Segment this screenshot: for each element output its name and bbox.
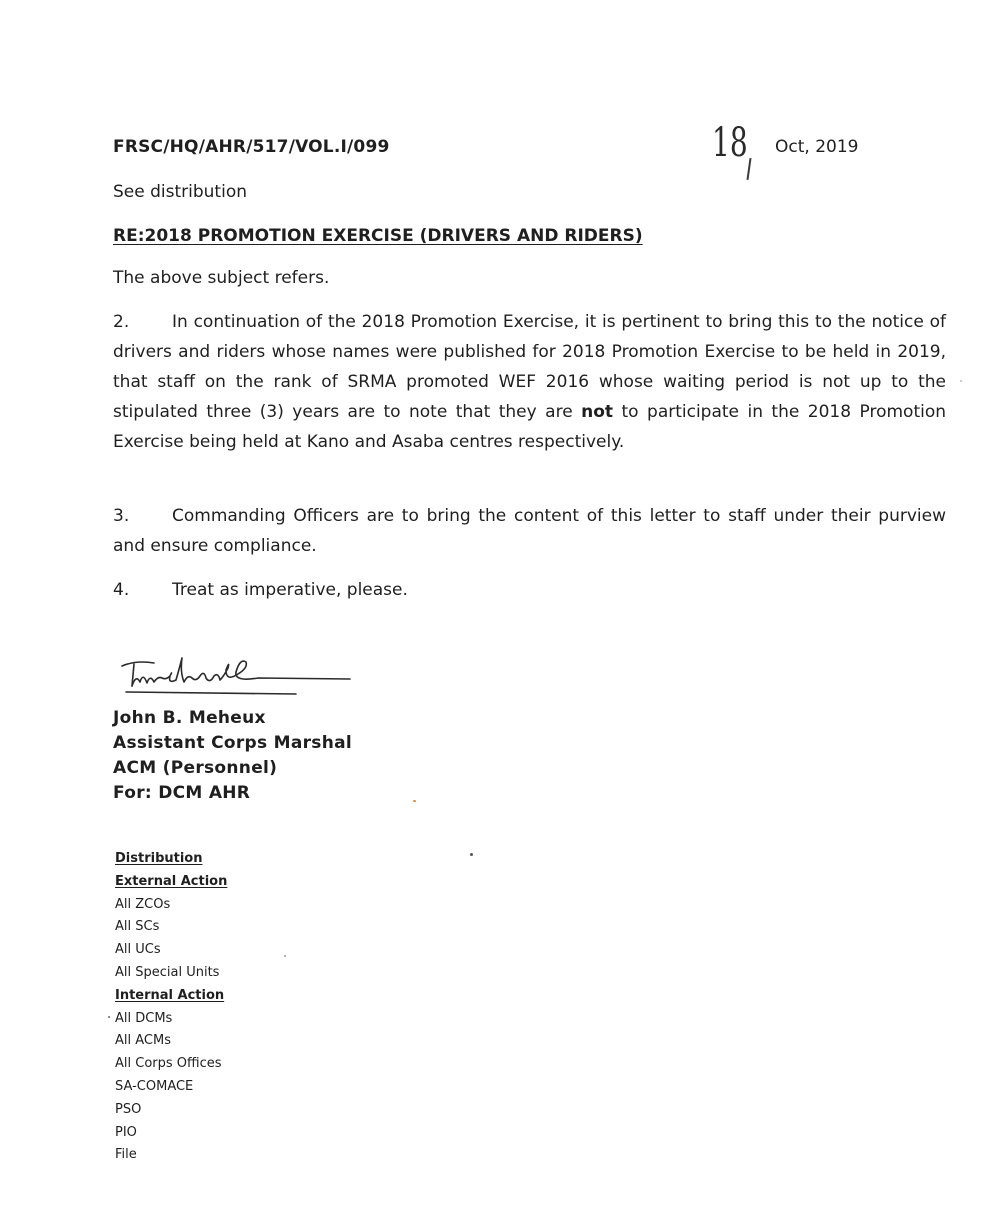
paragraph-text-end: to participate in the 2018 Promotion Exercise being held at Kano and Asaba centres respectively. xyxy=(113,402,947,452)
intro-paragraph: The above subject refers. xyxy=(113,268,330,288)
scan-speck xyxy=(284,955,286,957)
distribution-item: All DCMs xyxy=(115,1010,173,1026)
subject-line: RE:2018 PROMOTION EXERCISE (DRIVERS AND RIDERS) xyxy=(113,226,643,246)
scan-speck xyxy=(960,380,962,382)
distribution-item: All Special Units xyxy=(115,964,220,980)
signatory-name: John B. Meheux xyxy=(113,708,266,728)
distribution-item: SA-COMACE xyxy=(115,1078,194,1094)
distribution-item: PSO xyxy=(115,1101,142,1117)
handwritten-signature xyxy=(118,646,358,704)
scan-speck xyxy=(470,853,473,856)
paragraph-number: 4. xyxy=(113,580,130,600)
external-action-heading: External Action xyxy=(115,873,228,889)
distribution-item: All Corps Offices xyxy=(115,1056,222,1072)
scan-speck xyxy=(108,1016,110,1018)
paragraph-text: Commanding Officers are to bring the content of this letter to staff under their purview and ensure compliance. xyxy=(113,506,946,556)
reference-number: FRSC/HQ/AHR/517/VOL.I/099 xyxy=(113,137,390,157)
distribution-heading: Distribution xyxy=(115,851,203,866)
distribution-item: All UCs xyxy=(115,942,161,958)
signatory-title: Assistant Corps Marshal xyxy=(113,733,353,753)
distribution-list xyxy=(115,848,227,1167)
distribution-item: All ACMs xyxy=(115,1033,171,1049)
addressee-line: See distribution xyxy=(113,182,247,202)
distribution-item: All SCs xyxy=(115,919,160,935)
paragraph-text: Treat as imperative, please. xyxy=(172,580,408,600)
paragraph-3 xyxy=(113,501,946,561)
letter-date: Oct, 2019 xyxy=(775,137,859,157)
internal-action-heading: Internal Action xyxy=(115,987,225,1003)
signatory-for: For: DCM AHR xyxy=(113,783,251,803)
signatory-role: ACM (Personnel) xyxy=(113,758,278,778)
paragraph-4 xyxy=(113,575,946,605)
paragraph-number: 3. xyxy=(113,506,130,526)
distribution-item: File xyxy=(115,1147,137,1163)
distribution-item: All ZCOs xyxy=(115,896,171,912)
paragraph-number: 2. xyxy=(113,312,130,332)
paragraph-text: In continuation of the 2018 Promotion Exercise, it is pertinent to bring this to the notice of drivers and riders whose names were published for 2018 Promotion Exercise to be held in 2019, that staff on the rank of SRMA promoted WEF 2016 whose waiting period is not up to the stipulated three (3) years are to note that they are xyxy=(113,312,946,422)
handwritten-day: 18 xyxy=(712,120,748,166)
scan-speck xyxy=(413,800,416,802)
emphasis-not: not xyxy=(581,402,614,422)
distribution-item: PIO xyxy=(115,1124,137,1140)
paragraph-2 xyxy=(113,307,946,457)
signature-block xyxy=(113,706,352,806)
